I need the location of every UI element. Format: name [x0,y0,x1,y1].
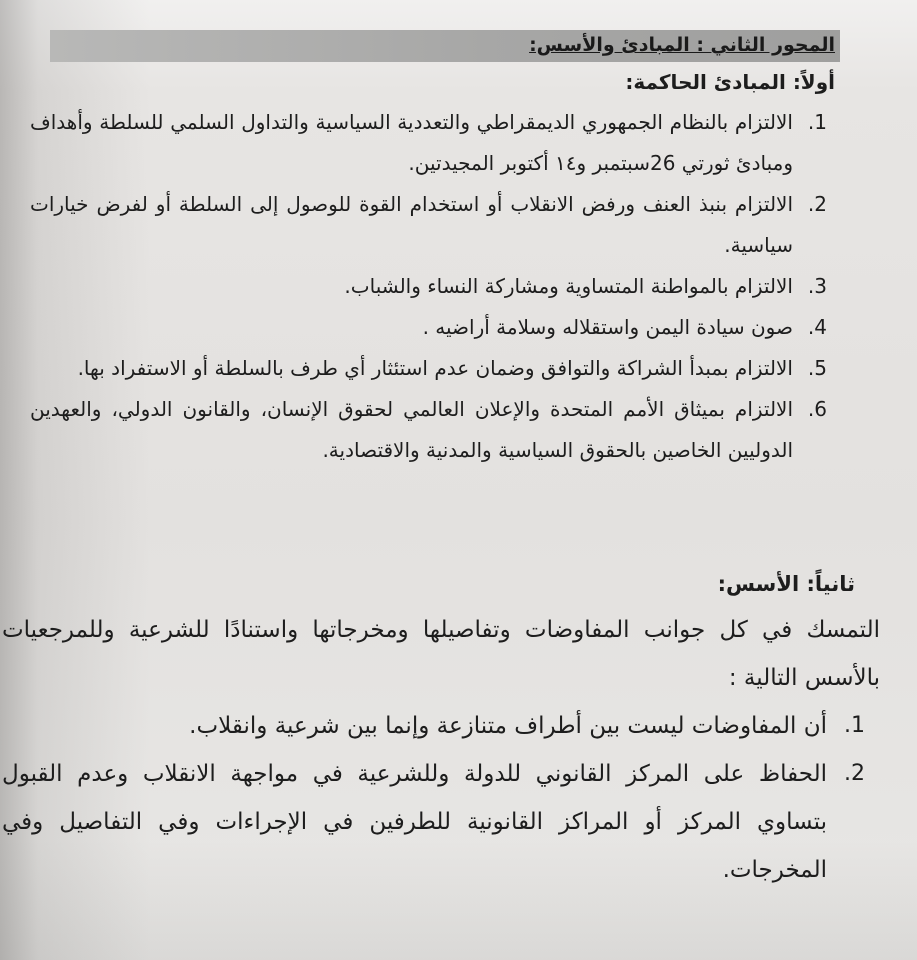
section-intro-paragraph: التمسك في كل جوانب المفاوضات وتفاصيلها ومخرجاتها واستنادًا للشرعية وللمرجعيات بالأسس التالية : [2,617,880,691]
item-text: الالتزام بميثاق الأمم المتحدة والإعلان العالمي لحقوق الإنسان، والقانون الدولي، والعهدين الدوليين الخاصين بالحقوق السياسية والمدنية والاقتصادية. [30,397,793,462]
section-title: ثانياً: الأسس: [717,572,855,596]
item-number: 1. [844,713,865,738]
item-number: 3. [807,274,827,298]
list-item [30,389,827,471]
item-text: الالتزام بالنظام الجمهوري الديمقراطي والتعددية السياسية والتداول السلمي للسلطة وأهداف ومبادئ ثورتي 26سبتمبر و١٤ أكتوبر المجيدتين. [30,110,793,175]
item-number: 2. [844,761,865,786]
item-text: أن المفاوضات ليست بين أطراف متنازعة وإنما بين شرعية وانقلاب. [189,713,827,739]
list-item [30,102,827,184]
list-item [30,266,827,307]
item-number: 1. [807,110,827,134]
principles-list [30,102,827,471]
item-number: 2. [807,192,827,216]
item-text: الالتزام بمبدأ الشراكة والتوافق وضمان عدم استئثار أي طرف بالسلطة أو الاستفراد بها. [77,356,793,380]
item-text: الالتزام بنبذ العنف ورفض الانقلاب أو استخدام القوة للوصول إلى السلطة أو لفرض خيارات سياسية. [30,192,793,257]
list-item [2,702,865,750]
section-title: أولاً: المبادئ الحاكمة: [625,70,835,94]
item-number: 5. [807,356,827,380]
item-number: 4. [807,315,827,339]
list-item [30,348,827,389]
item-text: الحفاظ على المركز القانوني للدولة وللشرعية في مواجهة الانقلاب وعدم القبول بتساوي المركز أو المراكز القانونية للطرفين في الإجراءات وفي التفاصيل وفي المخرجات. [2,761,827,883]
document-header: المحور الثاني : المبادئ والأسس: [529,34,835,56]
item-text: صون سيادة اليمن واستقلاله وسلامة أراضيه . [422,315,793,339]
foundations-list [2,702,865,894]
section-governing-principles [30,62,835,471]
section-foundations [2,562,880,894]
list-item [2,750,865,894]
list-item [30,307,827,348]
list-item [30,184,827,266]
item-number: 6. [807,397,827,421]
item-text: الالتزام بالمواطنة المتساوية ومشاركة النساء والشباب. [344,274,793,298]
